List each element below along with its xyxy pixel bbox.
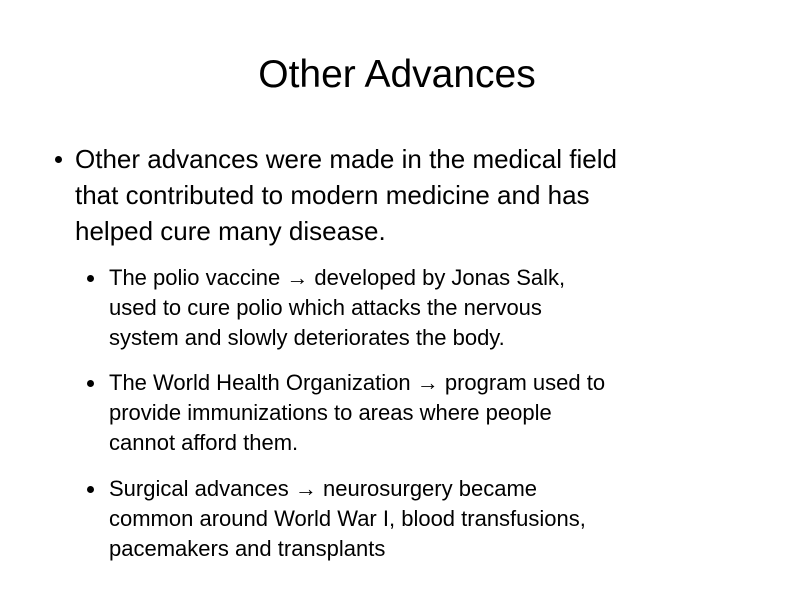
sub-bullet-text: The polio vaccine → developed by Jonas Salk, used to cure polio which attacks the nervous system and slowly deteriorates the body. [109,265,566,350]
main-bullet-text: Other advances were made in the medical field that contributed to modern medicine and has helped cure many disease. [75,144,617,246]
sub-bullet-text: The World Health Organization → program used to provide immunizations to areas where people cannot afford them. [109,370,606,455]
sub-bullet-text: Surgical advances → neurosurgery became common around World War I, blood transfusions, pacemakers and transplants [109,476,586,561]
bullet-dot-icon [55,156,62,163]
bullet-dot-icon [87,275,94,282]
bullet-dot-icon [87,486,94,493]
bullet-dot-icon [87,380,94,387]
slide-title: Other Advances [258,53,536,96]
